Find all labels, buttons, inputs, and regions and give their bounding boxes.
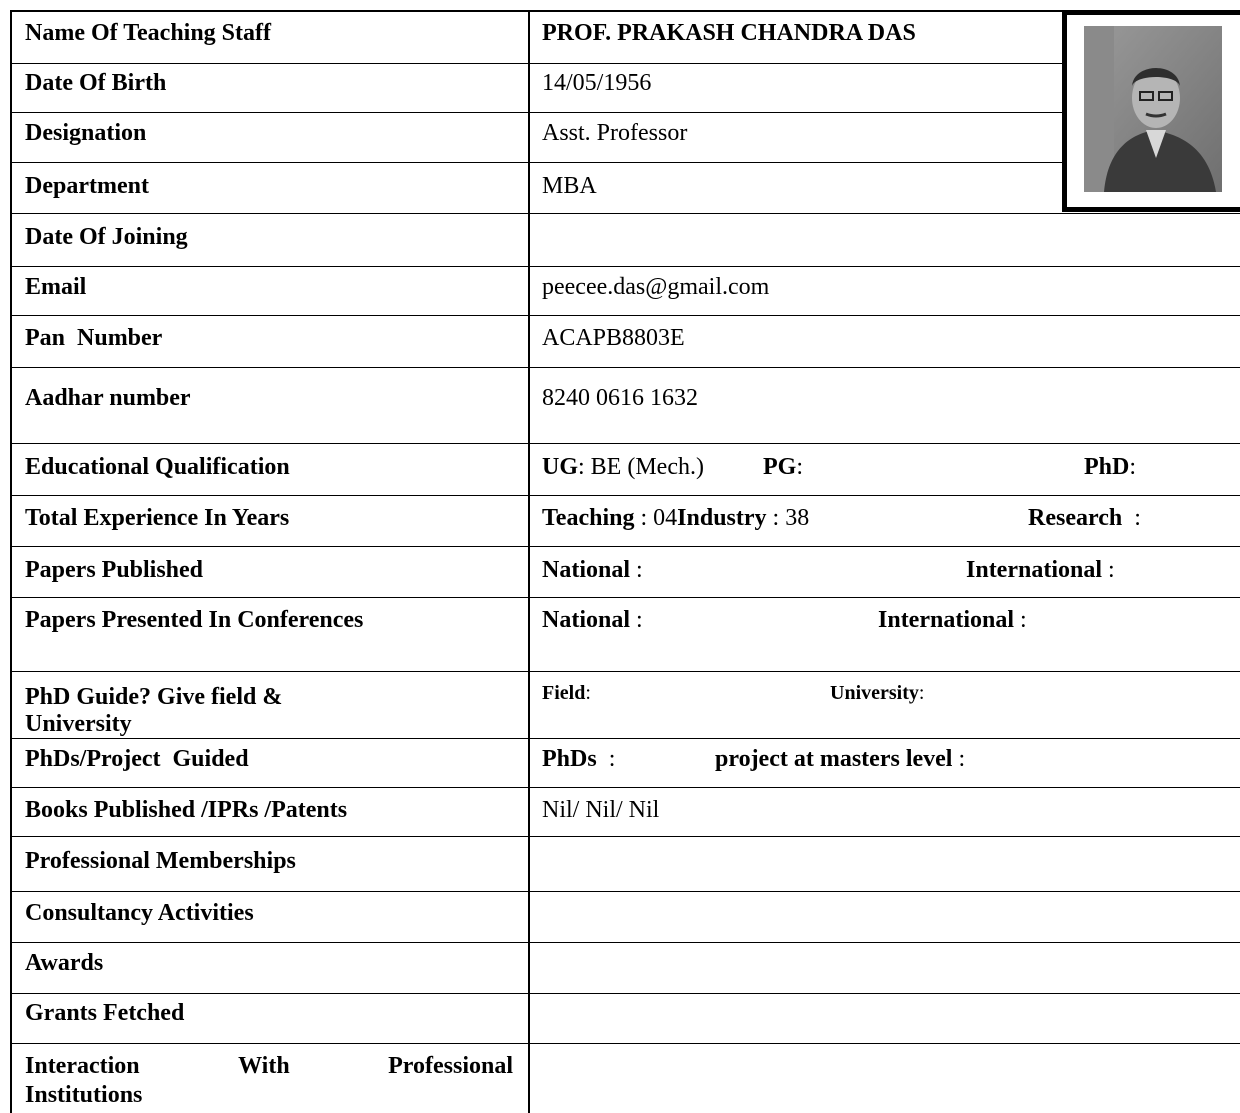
aadhar-value: 8240 0616 1632	[542, 385, 698, 411]
interaction-word-3: Professional	[388, 1053, 513, 1079]
international-key: International	[966, 557, 1103, 583]
department-label: Department	[25, 173, 149, 199]
column-divider	[528, 10, 530, 1113]
national-key: National	[542, 557, 631, 583]
research-value: :	[1122, 505, 1141, 531]
table-border-top	[10, 10, 1065, 12]
row-divider	[10, 546, 1240, 547]
national-value: :	[630, 607, 643, 633]
qualification-label: Educational Qualification	[25, 454, 290, 480]
designation-value: Asst. Professor	[542, 120, 688, 146]
papers-published-national	[542, 557, 643, 583]
industry-key: Industry	[677, 505, 767, 531]
experience-label: Total Experience In Years	[25, 505, 290, 531]
dob-value: 14/05/1956	[542, 70, 652, 96]
phd-guide-label: PhD Guide? Give field &	[25, 684, 283, 710]
email-value: peecee.das@gmail.com	[542, 274, 770, 300]
guided-masters	[715, 746, 965, 772]
row-divider	[10, 162, 1063, 163]
industry-value: : 38	[766, 505, 810, 531]
international-key: International	[878, 607, 1015, 633]
field-value: :	[585, 682, 591, 704]
row-divider	[10, 213, 1240, 214]
interaction-label	[25, 1053, 513, 1079]
designation-label: Designation	[25, 120, 147, 146]
books-value: Nil/ Nil/ Nil	[542, 797, 660, 823]
memberships-label: Professional Memberships	[25, 848, 296, 874]
row-divider	[10, 597, 1240, 598]
consultancy-label: Consultancy Activities	[25, 900, 254, 926]
email-label: Email	[25, 274, 87, 300]
phds-value: :	[596, 746, 616, 772]
pan-label: Pan Number	[25, 325, 163, 351]
papers-published-international	[966, 557, 1115, 583]
teaching-key: Teaching	[542, 505, 635, 531]
masters-value: :	[952, 746, 966, 772]
ug-value: : BE (Mech.)	[578, 454, 704, 480]
row-divider	[10, 112, 1063, 113]
university-value: :	[918, 682, 925, 704]
pg-value: :	[796, 454, 803, 480]
pg-key: PG	[763, 454, 797, 480]
row-divider	[10, 942, 1240, 943]
name-label: Name Of Teaching Staff	[25, 20, 271, 46]
international-value: :	[1102, 557, 1115, 583]
papers-presented-label: Papers Presented In Conferences	[25, 607, 364, 633]
phds-key: PhDs	[542, 746, 597, 772]
row-divider	[10, 993, 1240, 994]
international-value: :	[1014, 607, 1027, 633]
qualification-phd	[1084, 454, 1136, 480]
phd-value: :	[1129, 454, 1137, 480]
aadhar-label: Aadhar number	[25, 385, 191, 411]
experience-teaching-industry	[542, 505, 809, 531]
field-key: Field	[542, 682, 586, 704]
row-divider	[10, 495, 1240, 496]
phd-key: PhD	[1084, 454, 1130, 480]
row-divider	[10, 738, 1240, 739]
interaction-word-1: Interaction	[25, 1053, 140, 1079]
papers-presented-national	[542, 607, 643, 633]
phd-guide-university	[830, 680, 924, 706]
interaction-label-line2: Institutions	[25, 1082, 143, 1108]
university-key: University	[830, 682, 919, 704]
phd-guide-label-line2: University	[25, 711, 132, 737]
guided-label: PhDs/Project Guided	[25, 746, 249, 772]
research-key: Research	[1028, 505, 1123, 531]
interaction-word-2: With	[238, 1053, 290, 1079]
grants-label: Grants Fetched	[25, 1000, 185, 1026]
qualification-pg	[763, 454, 803, 480]
joining-label: Date Of Joining	[25, 224, 188, 250]
papers-published-label: Papers Published	[25, 557, 204, 583]
books-label: Books Published /IPRs /Patents	[25, 797, 348, 823]
row-divider	[10, 63, 1063, 64]
row-divider	[10, 1043, 1240, 1044]
row-divider	[10, 891, 1240, 892]
staff-photo	[1084, 26, 1222, 192]
national-key: National	[542, 607, 631, 633]
row-divider	[10, 315, 1240, 316]
papers-presented-international	[878, 607, 1027, 633]
row-divider	[10, 836, 1240, 837]
experience-research	[1028, 505, 1141, 531]
row-divider	[10, 367, 1240, 368]
table-border-left	[10, 10, 12, 1113]
row-divider	[10, 787, 1240, 788]
row-divider	[10, 266, 1240, 267]
name-value: PROF. PRAKASH CHANDRA DAS	[542, 20, 916, 46]
national-value: :	[630, 557, 643, 583]
department-value: MBA	[542, 173, 597, 199]
pan-value: ACAPB8803E	[542, 325, 685, 351]
row-divider	[10, 671, 1240, 672]
awards-label: Awards	[25, 950, 104, 976]
teaching-value: : 04	[634, 505, 678, 531]
ug-key: UG	[542, 454, 578, 480]
qualification-ug	[542, 454, 704, 480]
row-divider	[10, 443, 1240, 444]
dob-label: Date Of Birth	[25, 70, 167, 96]
guided-phds	[542, 746, 615, 772]
masters-key: project at masters level	[715, 746, 953, 772]
phd-guide-field	[542, 680, 591, 706]
